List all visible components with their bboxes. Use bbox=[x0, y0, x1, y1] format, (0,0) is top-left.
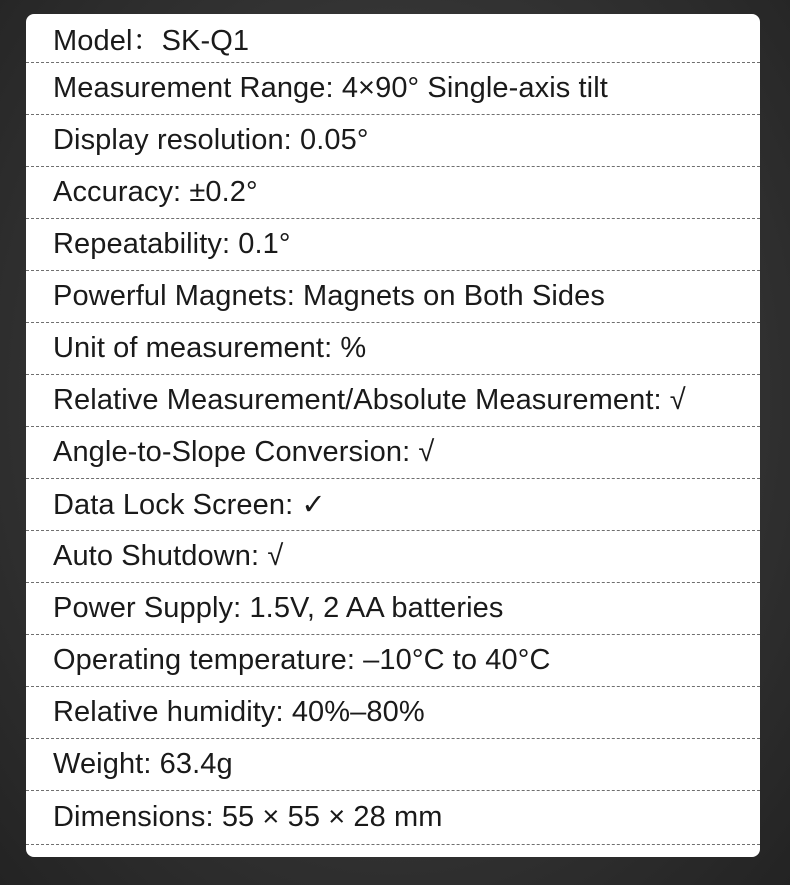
spec-row-relative-humidity: Relative humidity: 40%–80% bbox=[26, 687, 760, 739]
spec-row-auto-shutdown: Auto Shutdown: √ bbox=[26, 531, 760, 583]
spec-row-weight: Weight: 63.4g bbox=[26, 739, 760, 791]
spec-row-display-resolution: Display resolution: 0.05° bbox=[26, 115, 760, 167]
spec-row-data-lock: Data Lock Screen: ✓ bbox=[26, 479, 760, 531]
spec-row-relative-absolute: Relative Measurement/Absolute Measurement: √ bbox=[26, 375, 760, 427]
spec-card bbox=[26, 14, 760, 857]
spec-row-angle-slope: Angle-to-Slope Conversion: √ bbox=[26, 427, 760, 479]
spec-row-measurement-range: Measurement Range: 4×90° Single-axis tilt bbox=[26, 63, 760, 115]
spec-row-unit: Unit of measurement: % bbox=[26, 323, 760, 375]
spec-list bbox=[26, 14, 760, 845]
spec-row-accuracy: Accuracy: ±0.2° bbox=[26, 167, 760, 219]
spec-row-repeatability: Repeatability: 0.1° bbox=[26, 219, 760, 271]
spec-row-operating-temperature: Operating temperature: –10°C to 40°C bbox=[26, 635, 760, 687]
spec-row-model: Model：SK-Q1 bbox=[26, 14, 760, 63]
spec-row-magnets: Powerful Magnets: Magnets on Both Sides bbox=[26, 271, 760, 323]
spec-row-dimensions: Dimensions: 55 × 55 × 28 mm bbox=[26, 791, 760, 845]
spec-row-power-supply: Power Supply: 1.5V, 2 AA batteries bbox=[26, 583, 760, 635]
